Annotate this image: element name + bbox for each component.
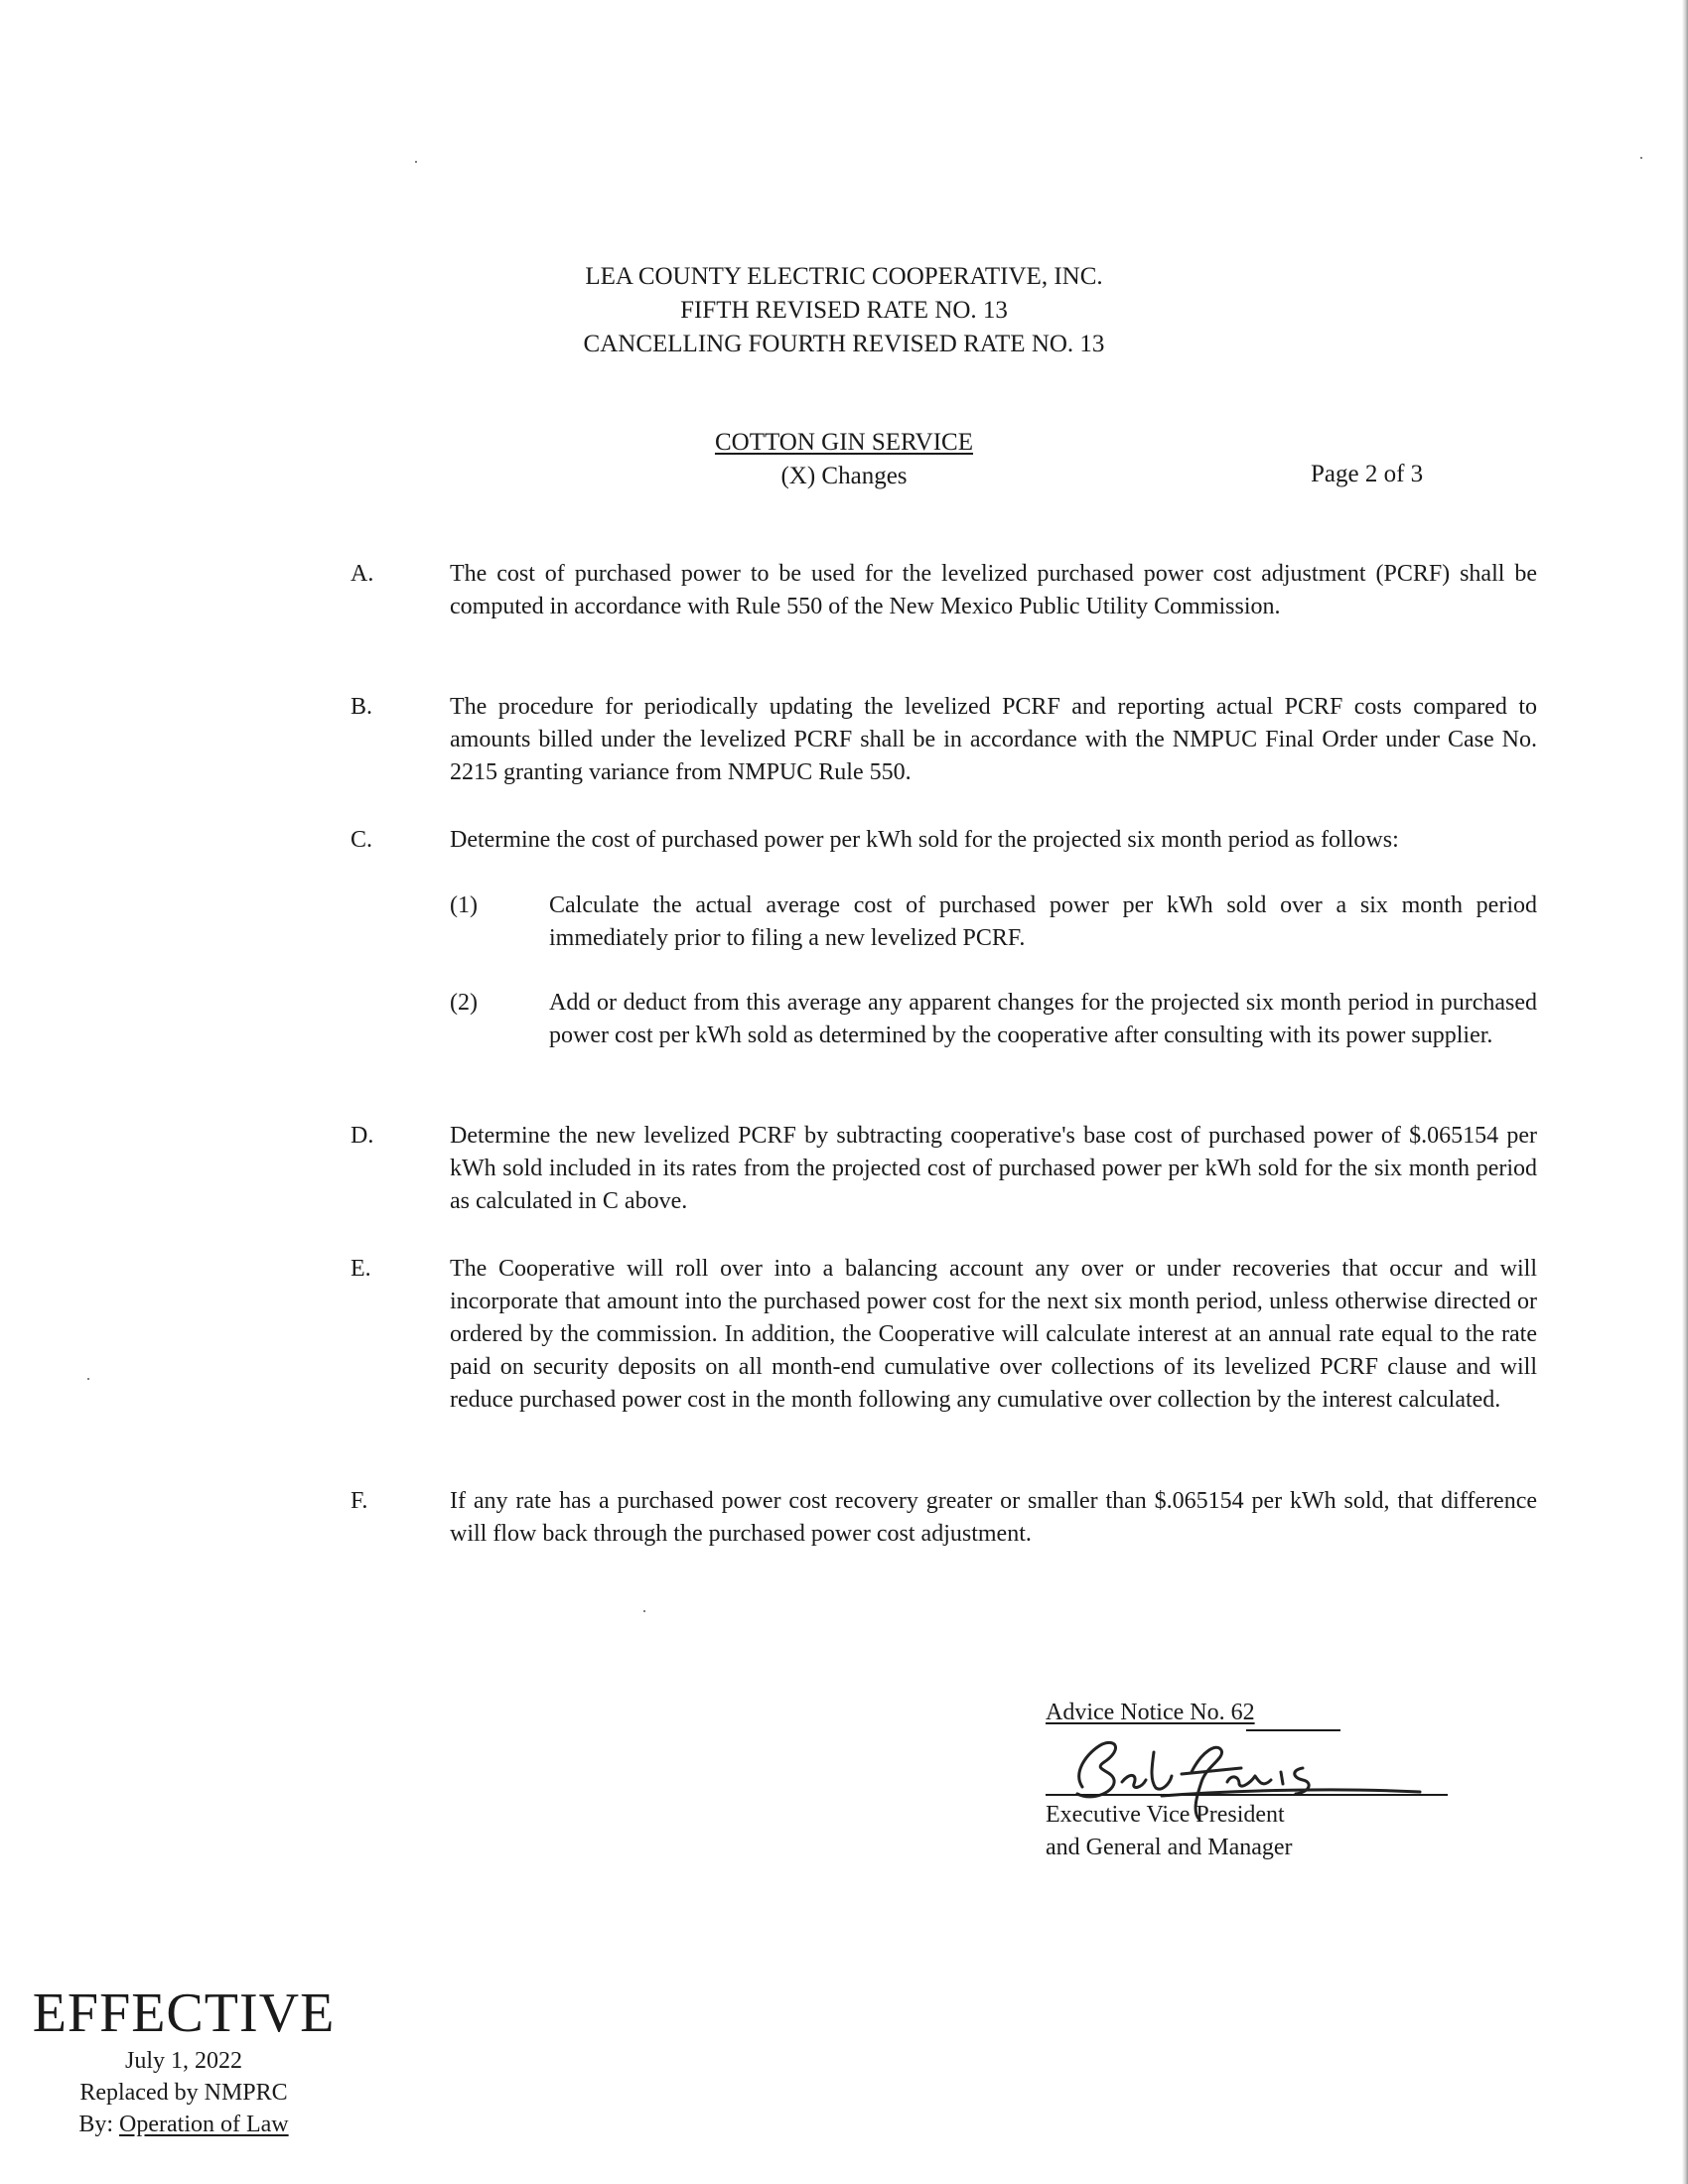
- subitem-label: (1): [450, 892, 478, 918]
- stamp-by-label: By:: [78, 2112, 120, 2137]
- section-a: [351, 558, 1542, 623]
- section-text: If any rate has a purchased power cost recovery greater or smaller than $.065154 per kWh sold, that difference will flow back through the purchased power cost adjustment.: [450, 1488, 1537, 1547]
- header-line-1: LEA COUNTY ELECTRIC COOPERATIVE, INC.: [585, 263, 1103, 290]
- section-c-subitem-1: [450, 889, 1542, 955]
- signatory-title-line-1: Executive Vice President: [1046, 1802, 1285, 1828]
- scan-speck: [643, 1610, 645, 1612]
- section-e: [351, 1253, 1542, 1417]
- advice-notice: [1046, 1700, 1255, 1726]
- section-text: The cost of purchased power to be used for the levelized purchased power cost adjustment (PCRF) shall be computed in accordance with Rule 550 of the New Mexico Public Utility Commission.: [450, 561, 1537, 619]
- section-label: E.: [351, 1256, 371, 1282]
- advice-underline: [1246, 1729, 1340, 1731]
- header-line-3: CANCELLING FOURTH REVISED RATE NO. 13: [583, 331, 1105, 357]
- stamp-date: July 1, 2022: [124, 2048, 242, 2074]
- section-label: D.: [351, 1123, 374, 1149]
- subitem-label: (2): [450, 990, 478, 1016]
- header-line-2: FIFTH REVISED RATE NO. 13: [680, 297, 1008, 324]
- document-header: [437, 260, 1251, 361]
- subitem-text: Add or deduct from this average any apparent changes for the projected six month period in purchased power cost per kWh sold as determined by the cooperative after consulting with its power supplier.: [549, 990, 1537, 1048]
- stamp-by: [20, 2109, 348, 2140]
- section-label: F.: [351, 1488, 368, 1514]
- section-text: Determine the cost of purchased power per kWh sold for the projected six month period as follows:: [450, 827, 1399, 853]
- stamp-by-value: Operation of Law: [119, 2112, 289, 2137]
- effective-stamp: [20, 1981, 348, 2140]
- section-c-subitem-2: [450, 987, 1542, 1052]
- signatory-title: [1046, 1799, 1293, 1864]
- advice-notice-text: Advice Notice No. 62: [1046, 1700, 1255, 1725]
- section-text: The Cooperative will roll over into a balancing account any over or under recoveries that occur and will incorporate that amount into the purchased power cost for the next six month period, unless otherwise directed or ordered by the commission. In addition, the Cooperative will calculate interest at an annual rate equal to the rate paid on security deposits on all month-end cumulative over collections of its levelized PCRF clause and will reduce purchased power cost in the month following any cumulative over collection by the interest calculated.: [450, 1256, 1537, 1413]
- page-number: Page 2 of 3: [1311, 461, 1424, 487]
- changes-marker: (X) Changes: [780, 463, 908, 489]
- section-text: Determine the new levelized PCRF by subtracting cooperative's base cost of purchased power of $.065154 per kWh sold included in its rates from the projected cost of purchased power per kWh sold for the six month period as calculated in C above.: [450, 1123, 1537, 1214]
- section-label: B.: [351, 694, 373, 720]
- section-label: C.: [351, 827, 373, 853]
- scan-edge: [1682, 0, 1688, 2184]
- subitem-text: Calculate the actual average cost of purchased power per kWh sold over a six month period immediately prior to filing a new levelized PCRF.: [549, 892, 1537, 951]
- section-c: [351, 824, 1542, 857]
- section-label: A.: [351, 561, 374, 587]
- signature-line: [1046, 1794, 1448, 1796]
- section-f: [351, 1485, 1542, 1551]
- stamp-replaced-by: Replaced by NMPRC: [79, 2080, 288, 2106]
- scan-speck: [87, 1378, 89, 1380]
- section-d: [351, 1120, 1542, 1218]
- signatory-title-line-2: and General and Manager: [1046, 1835, 1293, 1860]
- section-text: The procedure for periodically updating the levelized PCRF and reporting actual PCRF costs compared to amounts billed under the levelized PCRF shall be in accordance with the NMPUC Final Order under Case No. 2215 granting variance from NMPUC Rule 550.: [450, 694, 1537, 785]
- stamp-status: EFFECTIVE: [32, 1982, 336, 2044]
- scan-speck: [415, 161, 417, 163]
- section-b: [351, 691, 1542, 789]
- scan-speck: [1640, 157, 1642, 159]
- service-title: COTTON GIN SERVICE: [714, 429, 974, 456]
